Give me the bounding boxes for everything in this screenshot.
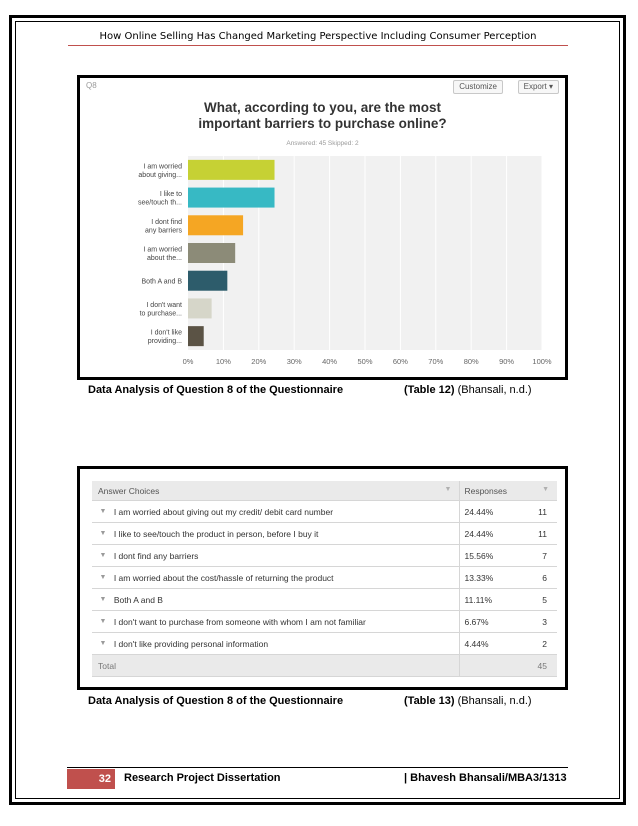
x-tick-label: 0% bbox=[182, 357, 194, 366]
expand-chevron-icon[interactable]: ▼ bbox=[92, 545, 114, 567]
response-count: 11 bbox=[517, 523, 557, 545]
caption-table-number: (Table 12) bbox=[404, 384, 455, 396]
running-header: How Online Selling Has Changed Marketing Perspective Including Consumer Perception bbox=[99, 31, 537, 42]
category-label-line: I am worried bbox=[143, 163, 182, 171]
response-count: 3 bbox=[517, 611, 557, 633]
answer-choice: I dont find any barriers bbox=[114, 545, 460, 567]
table-row bbox=[92, 523, 557, 545]
response-percent: 15.56% bbox=[460, 545, 517, 567]
expand-chevron-icon[interactable]: ▼ bbox=[92, 501, 114, 523]
category-label bbox=[145, 219, 182, 235]
table-row bbox=[92, 589, 557, 611]
answer-choices-label: Answer Choices bbox=[98, 485, 160, 496]
response-count: 7 bbox=[517, 545, 557, 567]
answer-choice: I am worried about giving out my credit/ debit card number bbox=[114, 501, 460, 523]
header-rule bbox=[68, 45, 568, 46]
table-body bbox=[92, 501, 557, 655]
category-label bbox=[138, 163, 182, 179]
responses-table bbox=[92, 481, 557, 677]
x-tick-label: 100% bbox=[532, 357, 552, 366]
caption-reference bbox=[404, 695, 532, 707]
category-label bbox=[143, 247, 182, 263]
caption-main: Data Analysis of Question 8 of the Questionnaire bbox=[88, 695, 344, 707]
bar bbox=[188, 271, 227, 291]
category-label-line: I don't want bbox=[146, 301, 182, 309]
answer-choice: I don't like providing personal information bbox=[114, 633, 460, 655]
table-row bbox=[92, 567, 557, 589]
category-label-line: to purchase... bbox=[139, 310, 182, 318]
category-label-line: I dont find bbox=[151, 218, 182, 226]
answer-choice: I like to see/touch the product in person, before I buy it bbox=[114, 523, 460, 545]
page-number: 32 bbox=[67, 769, 115, 789]
response-count: 2 bbox=[517, 633, 557, 655]
response-percent: 13.33% bbox=[460, 567, 517, 589]
bar bbox=[188, 326, 204, 346]
category-label-line: about giving... bbox=[138, 171, 182, 179]
category-label-line: providing... bbox=[147, 338, 182, 346]
expand-chevron-icon[interactable]: ▼ bbox=[92, 567, 114, 589]
footer-author: | Bhavesh Bhansali/MBA3/1313 bbox=[404, 772, 567, 784]
bar bbox=[188, 298, 212, 318]
table-row bbox=[92, 501, 557, 523]
bar bbox=[188, 188, 275, 208]
category-label bbox=[142, 279, 183, 286]
caption-reference bbox=[404, 384, 532, 396]
answer-choice: I am worried about the cost/hassle of returning the product bbox=[114, 567, 460, 589]
response-percent: 24.44% bbox=[460, 501, 517, 523]
response-count: 6 bbox=[517, 567, 557, 589]
responses-label: Responses bbox=[464, 485, 507, 496]
x-tick-label: 10% bbox=[215, 357, 231, 366]
question-number: Q8 bbox=[86, 81, 97, 90]
response-percent: 4.44% bbox=[460, 633, 517, 655]
total-pct-cell bbox=[460, 655, 517, 677]
chart-title-line1: What, according to you, are the most bbox=[203, 100, 442, 115]
answer-choice: Both A and B bbox=[114, 589, 460, 611]
response-percent: 11.11% bbox=[460, 589, 517, 611]
category-label-line: see/touch th... bbox=[138, 199, 182, 207]
expand-chevron-icon[interactable]: ▼ bbox=[92, 611, 114, 633]
table-header-row bbox=[92, 481, 557, 501]
bar bbox=[188, 243, 235, 263]
total-label: Total bbox=[92, 655, 460, 677]
export-button[interactable]: Export ▾ bbox=[518, 80, 559, 94]
x-tick-label: 30% bbox=[286, 357, 302, 366]
x-tick-label: 90% bbox=[499, 357, 515, 366]
total-count: 45 bbox=[517, 655, 557, 677]
category-label-line: I am worried bbox=[143, 246, 182, 254]
answer-choices-header[interactable] bbox=[92, 481, 460, 501]
x-tick-label: 80% bbox=[463, 357, 479, 366]
response-count: 11 bbox=[517, 501, 557, 523]
footer-rule bbox=[67, 767, 568, 768]
expand-chevron-icon[interactable]: ▼ bbox=[92, 523, 114, 545]
x-tick-label: 70% bbox=[428, 357, 444, 366]
survey-chart-figure bbox=[77, 75, 568, 380]
category-label bbox=[138, 191, 182, 207]
category-label bbox=[140, 302, 182, 318]
category-label bbox=[148, 330, 182, 346]
caption-main: Data Analysis of Question 8 of the Questionnaire bbox=[88, 384, 344, 396]
bar bbox=[188, 215, 243, 235]
response-count: 5 bbox=[517, 589, 557, 611]
category-label-line: any barriers bbox=[145, 227, 182, 235]
x-tick-label: 40% bbox=[322, 357, 338, 366]
bar-chart bbox=[80, 78, 565, 377]
customize-button[interactable]: Customize bbox=[453, 80, 503, 94]
sort-arrow-icon: ▼ bbox=[542, 485, 549, 493]
answer-choice: I don't want to purchase from someone with whom I am not familiar bbox=[114, 611, 460, 633]
bar bbox=[188, 160, 275, 180]
responses-header[interactable] bbox=[460, 481, 557, 501]
category-label-line: about the... bbox=[146, 255, 182, 262]
chart-stats: Answered: 45 Skipped: 2 bbox=[286, 140, 359, 147]
caption-source: (Bhansali, n.d.) bbox=[454, 384, 532, 396]
table-row bbox=[92, 611, 557, 633]
chart-title-line2: important barriers to purchase online? bbox=[198, 116, 447, 131]
x-tick-label: 60% bbox=[392, 357, 408, 366]
table-row bbox=[92, 633, 557, 655]
expand-chevron-icon[interactable]: ▼ bbox=[92, 633, 114, 655]
caption-table-number: (Table 13) bbox=[404, 695, 455, 707]
footer-title: Research Project Dissertation bbox=[124, 772, 281, 784]
caption-source: (Bhansali, n.d.) bbox=[454, 695, 532, 707]
response-percent: 6.67% bbox=[460, 611, 517, 633]
table-total-row bbox=[92, 655, 557, 677]
category-label-line: I don't like bbox=[150, 329, 182, 337]
responses-table-figure bbox=[77, 466, 568, 690]
category-label-line: I like to bbox=[159, 191, 182, 199]
expand-chevron-icon[interactable]: ▼ bbox=[92, 589, 114, 611]
x-tick-label: 50% bbox=[357, 357, 373, 366]
table-row bbox=[92, 545, 557, 567]
category-label-line: Both A and B bbox=[141, 278, 182, 286]
response-percent: 24.44% bbox=[460, 523, 517, 545]
x-tick-label: 20% bbox=[251, 357, 267, 366]
sort-arrow-icon: ▼ bbox=[444, 485, 452, 493]
